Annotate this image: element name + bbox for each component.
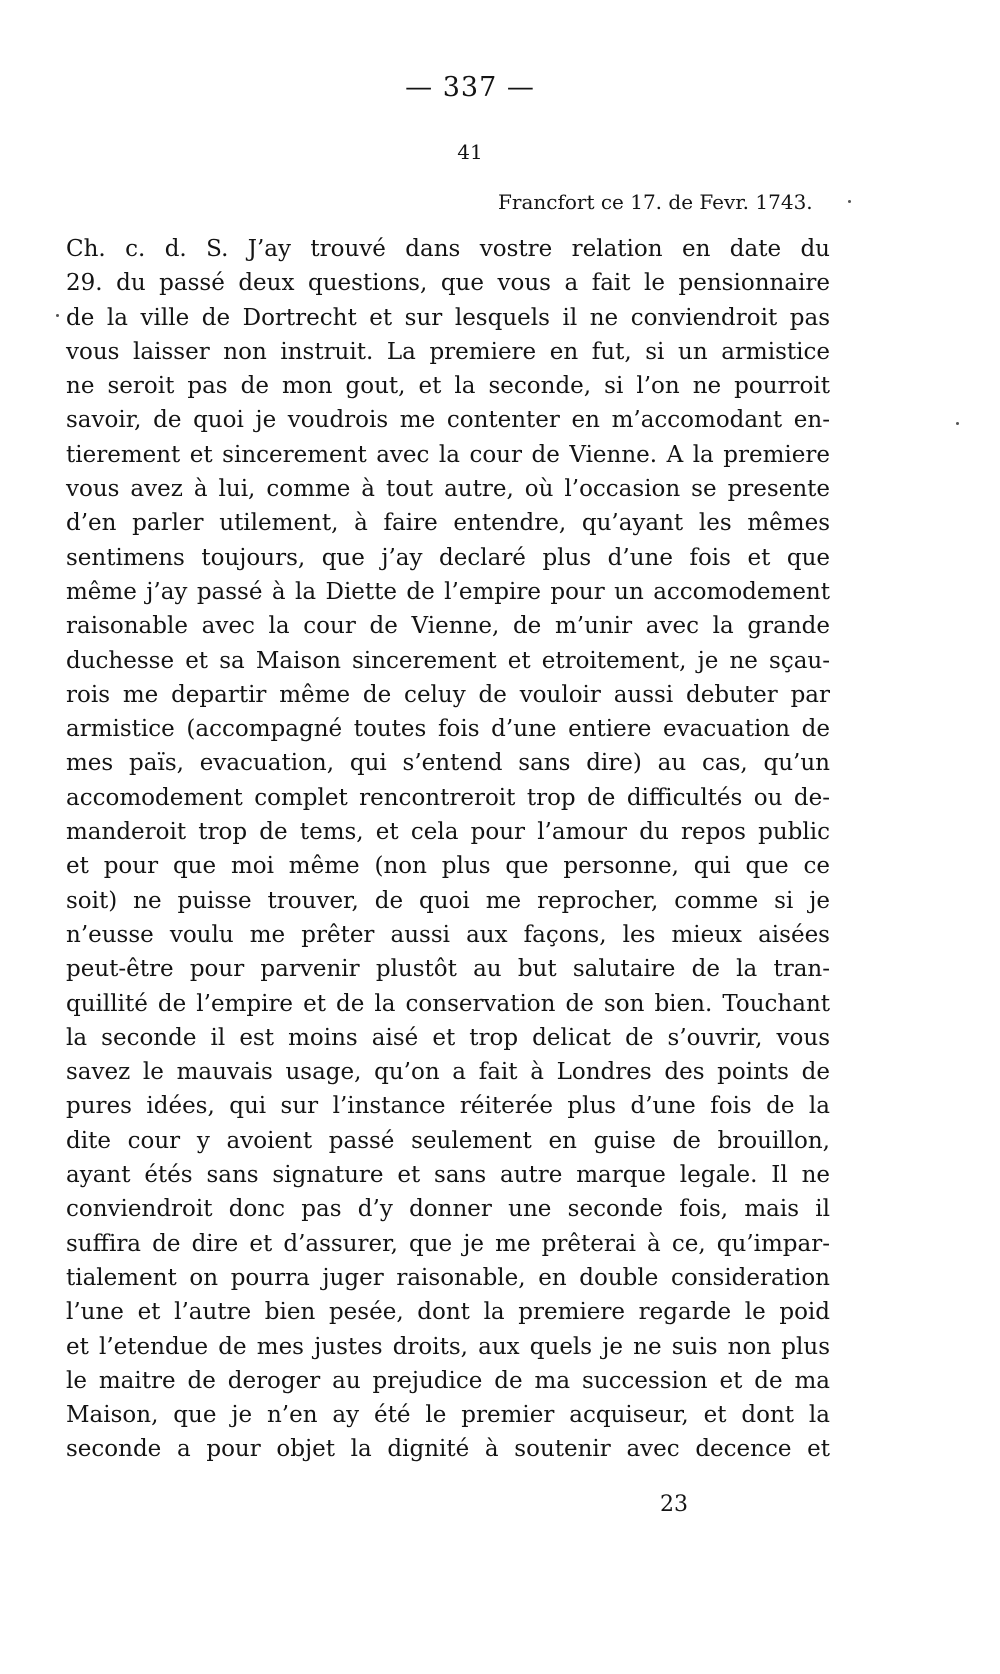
text-line: raisonable avec la cour de Vienne, de m’unir avec la grande xyxy=(66,613,830,640)
text-line: duchesse et sa Maison sincerement et etroitement, je ne sçau- xyxy=(66,647,830,674)
text-line: rois me departir même de celuy de vouloir aussi debuter par xyxy=(66,681,830,708)
text-line: mes païs, evacuation, qui s’entend sans dire) au cas, qu’un xyxy=(66,750,830,777)
text-line: Maison, que je n’en ay été le premier acquiseur, et dont la xyxy=(66,1402,830,1429)
text-line: savez le mauvais usage, qu’on a fait à Londres des points de xyxy=(66,1059,830,1086)
text-line: la seconde il est moins aisé et trop delicat de s’ouvrir, vous xyxy=(66,1024,830,1051)
text-line: n’eusse voulu me prêter aussi aux façons, les mieux aisées xyxy=(66,921,830,948)
text-line: soit) ne puisse trouver, de quoi me reprocher, comme si je xyxy=(66,887,830,914)
text-line: tierement et sincerement avec la cour de Vienne. A la premiere xyxy=(66,441,830,468)
print-speck xyxy=(848,200,851,203)
text-line: tialement on pourra juger raisonable, en double consideration xyxy=(66,1264,830,1291)
letter-body xyxy=(66,232,830,1467)
text-line: dite cour y avoient passé seulement en guise de brouillon, xyxy=(66,1127,830,1154)
signature-mark: 23 xyxy=(660,1492,688,1517)
text-line: savoir, de quoi je voudrois me contenter en m’accomodant en- xyxy=(66,407,830,434)
text-line: quillité de l’empire et de la conservation de son bien. Touchant xyxy=(66,990,830,1017)
text-line: sentimens toujours, que j’ay declaré plus d’une fois et que xyxy=(66,544,830,571)
text-line: accomodement complet rencontreroit trop de difficultés ou de- xyxy=(66,784,830,811)
text-line: peut-être pour parvenir plustôt au but salutaire de la tran- xyxy=(66,956,830,983)
text-line: vous avez à lui, comme à tout autre, où l’occasion se presente xyxy=(66,476,830,503)
text-line: et pour que moi même (non plus que personne, qui que ce xyxy=(66,853,830,880)
text-line: et l’etendue de mes justes droits, aux quels je ne suis non plus xyxy=(66,1333,830,1360)
text-line: vous laisser non instruit. La premiere en fut, si un armistice xyxy=(66,338,830,365)
text-line: ne seroit pas de mon gout, et la seconde, si l’on ne pourroit xyxy=(66,373,830,400)
text-line: manderoit trop de tems, et cela pour l’amour du repos public xyxy=(66,819,830,846)
dateline: Francfort ce 17. de Fevr. 1743. xyxy=(498,190,813,214)
print-speck xyxy=(56,314,59,317)
text-line: même j’ay passé à la Diette de l’empire pour un accomodement xyxy=(66,578,830,605)
text-line: armistice (accompagné toutes fois d’une entiere evacuation de xyxy=(66,716,830,743)
text-line: d’en parler utilement, à faire entendre, qu’ayant les mêmes xyxy=(66,510,830,537)
text-line: seconde a pour objet la dignité à soutenir avec decence et xyxy=(66,1436,830,1463)
page-number: — 337 — xyxy=(405,72,535,103)
text-line: Ch. c. d. S. J’ay trouvé dans vostre relation en date du xyxy=(66,236,830,262)
text-line: pures idées, qui sur l’instance réiterée plus d’une fois de la xyxy=(66,1093,830,1120)
text-line: le maitre de deroger au prejudice de ma succession et de ma xyxy=(66,1367,830,1394)
text-line: de la ville de Dortrecht et sur lesquels il ne conviendroit pas xyxy=(66,304,830,331)
letter-number: 41 xyxy=(457,140,483,164)
text-line: ayant étés sans signature et sans autre marque legale. Il ne xyxy=(66,1162,830,1189)
text-line: conviendroit donc pas d’y donner une seconde fois, mais il xyxy=(66,1196,830,1223)
text-line: l’une et l’autre bien pesée, dont la premiere regarde le poid xyxy=(66,1299,830,1326)
print-speck xyxy=(956,422,959,425)
text-line: 29. du passé deux questions, que vous a fait le pensionnaire xyxy=(66,270,830,297)
text-line: suffira de dire et d’assurer, que je me prêterai à ce, qu’impar- xyxy=(66,1230,830,1257)
